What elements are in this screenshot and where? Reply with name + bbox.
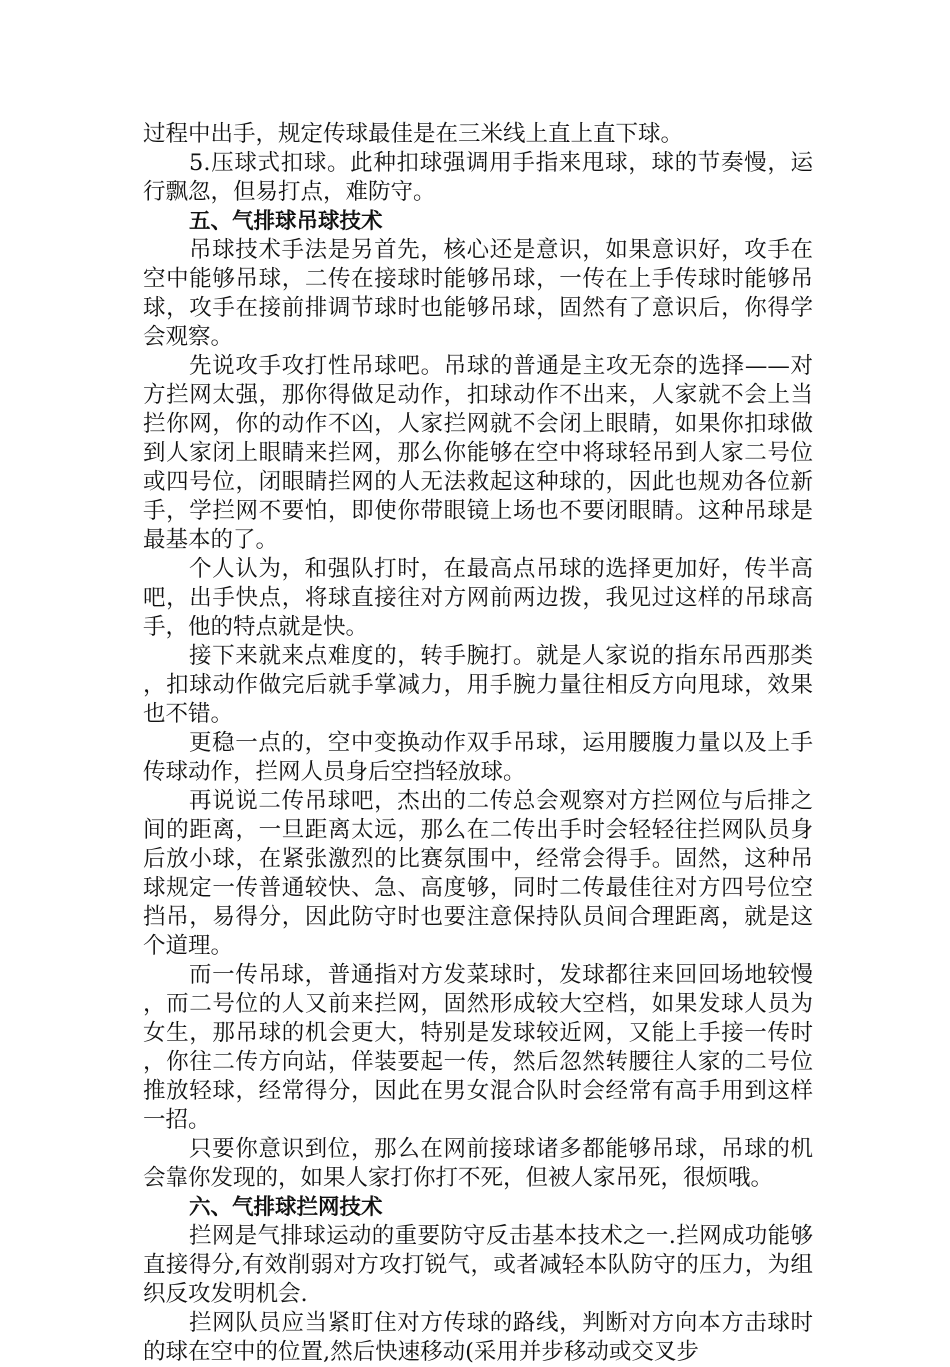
paragraph: 接下来就来点难度的，转手腕打。就是人家说的指东吊西那类，扣球动作做完后就手掌减力，用手腕力量往相反方向甩球，效果也不错。 xyxy=(143,643,813,727)
section-heading: 六、气排球拦网技术 xyxy=(189,1195,383,1220)
paragraph: 个人认为，和强队打时，在最高点吊球的选择更加好，传半高吧，出手快点，将球直接往对方网前两边拨，我见过这样的吊球高手，他的特点就是快。 xyxy=(143,556,813,640)
paragraph: 拦网是气排球运动的重要防守反击基本技术之一.拦网成功能够直接得分,有效削弱对方攻打锐气，或者减轻本队防守的压力，为组织反攻发明机会. xyxy=(143,1223,813,1307)
document-page xyxy=(143,120,813,1367)
paragraph: 过程中出手，规定传球最佳是在三米线上直上直下球。 xyxy=(143,121,684,147)
paragraph: 吊球技术手法是另首先，核心还是意识，如果意识好，攻手在空中能够吊球，二传在接球时能够吊球，一传在上手传球时能够吊球，攻手在接前排调节球时也能够吊球，固然有了意识后，你得学会观察。 xyxy=(143,237,813,350)
section-heading: 五、气排球吊球技术 xyxy=(189,209,383,234)
paragraph: 更稳一点的，空中变换动作双手吊球，运用腰腹力量以及上手传球动作，拦网人员身后空挡轻放球。 xyxy=(143,730,813,785)
paragraph: 而一传吊球，普通指对方发菜球时，发球都往来回回场地较慢，而二号位的人又前来拦网，固然形成较大空档，如果发球人员为女生，那吊球的机会更大，特别是发球较近网，又能上手接一传时，你往二传方向站，佯装要起一传，然后忽然转腰往人家的二号位推放轻球，经常得分，因此在男女混合队时会经常有高手用到这样一招。 xyxy=(143,962,813,1133)
paragraph: 5.压球式扣球。此种扣球强调用手指来甩球，球的节奏慢，运行飘忽，但易打点，难防守。 xyxy=(143,150,813,205)
paragraph: 先说攻手攻打性吊球吧。吊球的普通是主攻无奈的选择——对方拦网太强，那你得做足动作，扣球动作不出来，人家就不会上当拦你网，你的动作不凶，人家拦网就不会闭上眼睛，如果你扣球做到人家闭上眼睛来拦网，那么你能够在空中将球轻吊到人家二号位或四号位，闭眼睛拦网的人无法救起这种球的，因此也规劝各位新手，学拦网不要怕，即使你带眼镜上场也不要闭眼睛。这种吊球是最基本的了。 xyxy=(143,353,813,553)
paragraph: 拦网队员应当紧盯住对方传球的路线，判断对方向本方击球时的球在空中的位置,然后快速移动(采用并步移动或交叉步 xyxy=(143,1310,813,1365)
paragraph: 只要你意识到位，那么在网前接球诸多都能够吊球，吊球的机会靠你发现的，如果人家打你打不死，但被人家吊死，很烦哦。 xyxy=(143,1136,813,1191)
paragraph: 再说说二传吊球吧，杰出的二传总会观察对方拦网位与后排之间的距离，一旦距离太远，那么在二传出手时会轻轻往拦网队员身后放小球，在紧张激烈的比赛氛围中，经常会得手。固然，这种吊球规定一传普通较快、急、高度够，同时二传最佳往对方四号位空挡吊，易得分，因此防守时也要注意保持队员间合理距离，就是这个道理。 xyxy=(143,788,813,959)
